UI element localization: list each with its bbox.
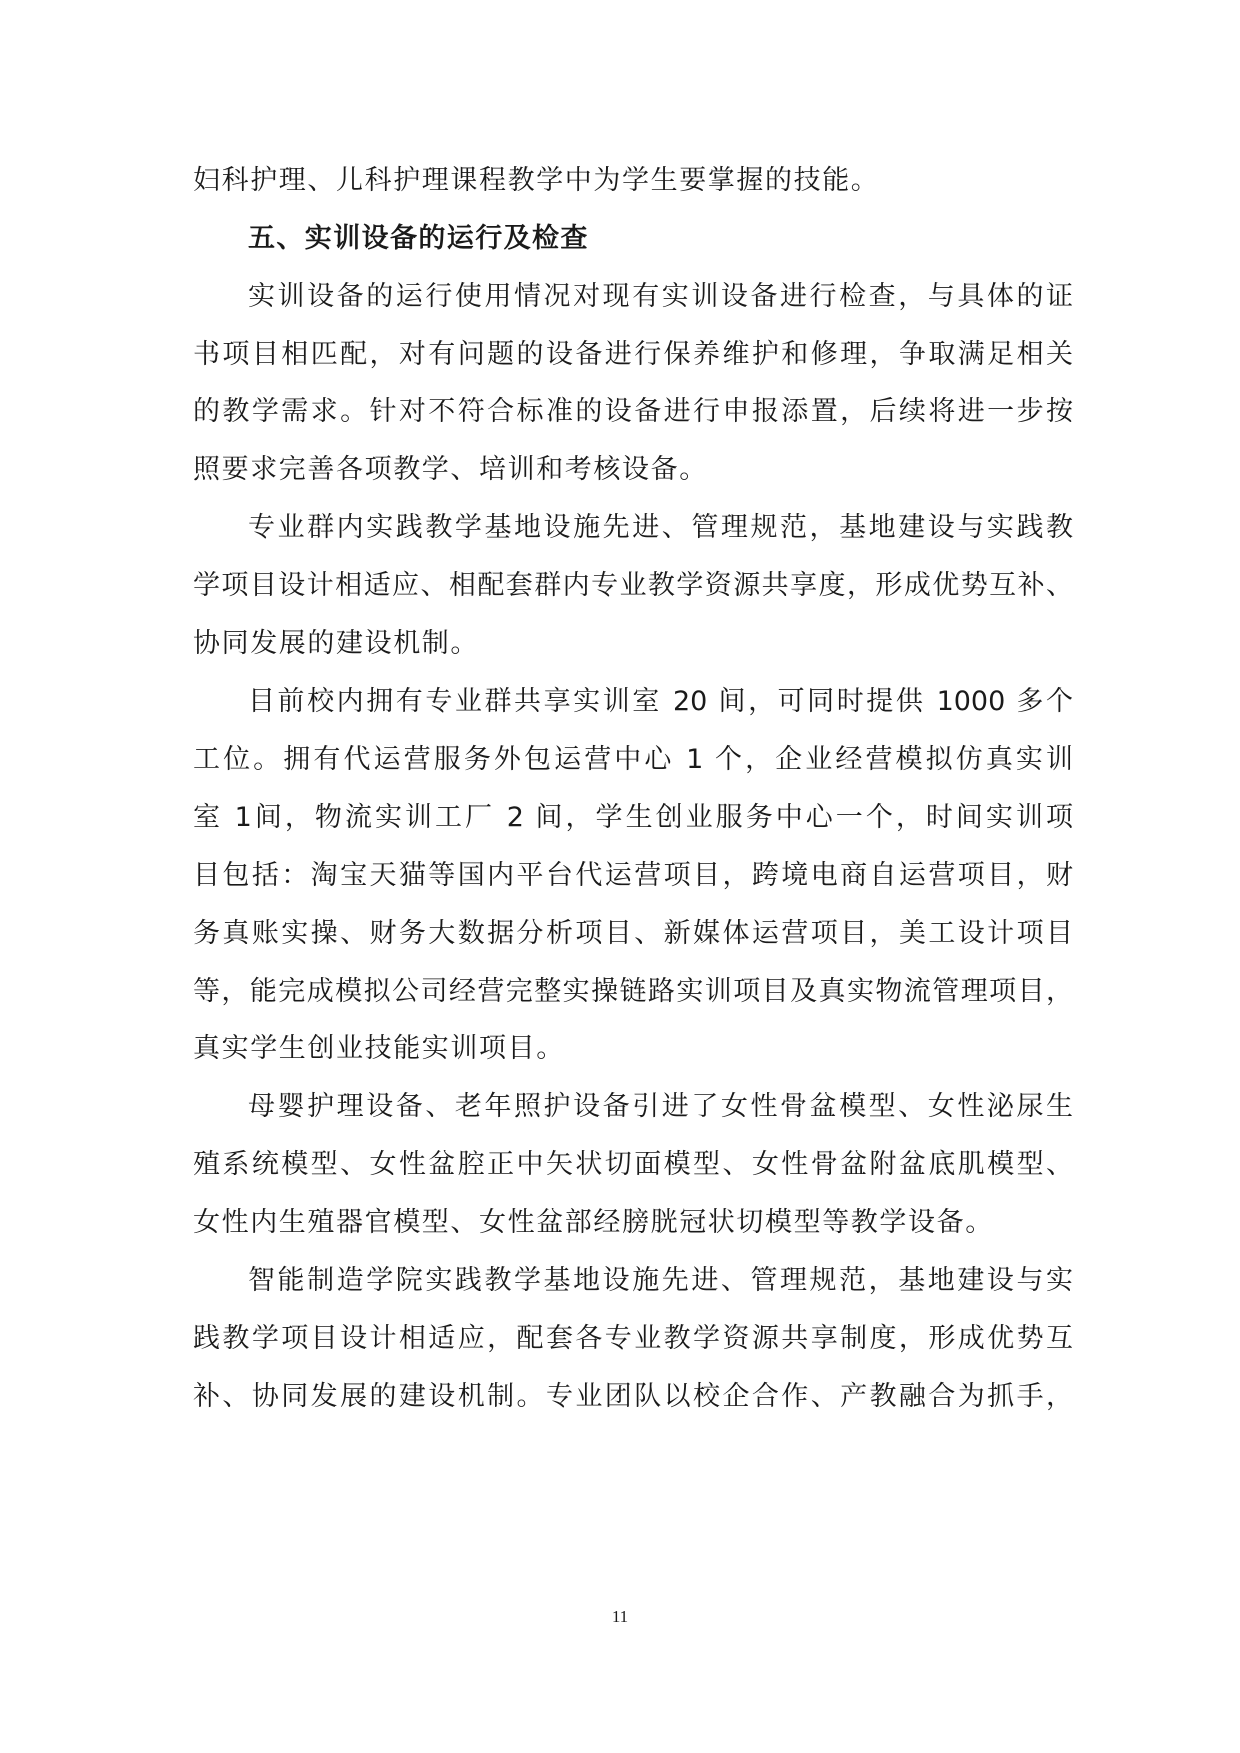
paragraph-line: 专业群内实践教学基地设施先进、管理规范，基地建设与实践教	[248, 512, 1073, 543]
paragraph-line: 协同发展的建设机制。	[193, 628, 479, 659]
paragraph-line: 女性内生殖器官模型、女性盆部经膀胱冠状切模型等教学设备。	[193, 1207, 994, 1238]
paragraph-line: 的教学需求。针对不符合标准的设备进行申报添置，后续将进一步按	[193, 396, 1073, 427]
paragraph-line: 目前校内拥有专业群共享实训室 20 间，可同时提供 1000 多个	[248, 686, 1073, 717]
paragraph-line: 实训设备的运行使用情况对现有实训设备进行检查，与具体的证	[248, 281, 1073, 312]
paragraph-line: 室 1间，物流实训工厂 2 间，学生创业服务中心一个，时间实训项	[193, 802, 1073, 833]
paragraph-line: 智能制造学院实践教学基地设施先进、管理规范，基地建设与实	[248, 1265, 1073, 1296]
paragraph-line: 真实学生创业技能实训项目。	[193, 1033, 565, 1064]
section-heading: 五、实训设备的运行及检查	[248, 223, 589, 254]
paragraph-line: 务真账实操、财务大数据分析项目、新媒体运营项目，美工设计项目	[193, 918, 1073, 949]
paragraph-line: 目包括：淘宝天猫等国内平台代运营项目，跨境电商自运营项目，财	[193, 860, 1073, 891]
paragraph-line: 践教学项目设计相适应，配套各专业教学资源共享制度，形成优势互	[193, 1323, 1073, 1354]
paragraph-line: 补、协同发展的建设机制。专业团队以校企合作、产教融合为抓手，	[193, 1381, 1073, 1412]
page-number: 11	[611, 1607, 629, 1626]
paragraph-line: 学项目设计相适应、相配套群内专业教学资源共享度，形成优势互补、	[193, 570, 1073, 601]
paragraph-line: 母婴护理设备、老年照护设备引进了女性骨盆模型、女性泌尿生	[248, 1091, 1073, 1122]
paragraph-line: 殖系统模型、女性盆腔正中矢状切面模型、女性骨盆附盆底肌模型、	[193, 1149, 1073, 1180]
paragraph-line: 照要求完善各项教学、培训和考核设备。	[193, 454, 708, 485]
paragraph-line: 等，能完成模拟公司经营完整实操链路实训项目及真实物流管理项目，	[193, 976, 1073, 1007]
paragraph-line: 工位。拥有代运营服务外包运营中心 1 个，企业经营模拟仿真实训	[193, 744, 1073, 775]
paragraph-line: 书项目相匹配，对有问题的设备进行保养维护和修理，争取满足相关	[193, 339, 1073, 370]
paragraph-line: 妇科护理、儿科护理课程教学中为学生要掌握的技能。	[193, 165, 880, 196]
